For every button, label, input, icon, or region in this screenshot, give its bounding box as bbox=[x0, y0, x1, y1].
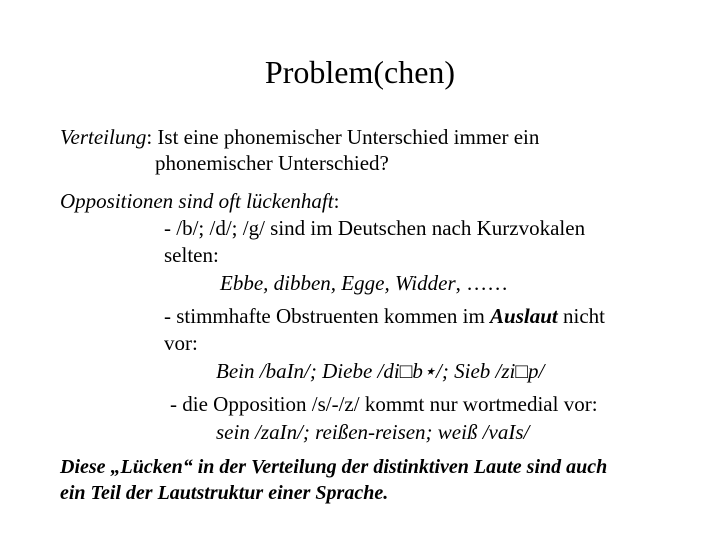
line-3-post: nicht bbox=[557, 304, 605, 328]
oppositionen-line-4: vor: bbox=[164, 331, 198, 355]
verteilung-line-2: phonemischer Unterschied? bbox=[155, 151, 389, 175]
conclusion-line-1: Diese „Lücken“ in der Verteilung der distinktiven Laute sind auch bbox=[60, 456, 608, 478]
oppositionen-line-3 bbox=[164, 303, 605, 329]
oppositionen-line-5: - die Opposition /s/-/z/ kommt nur wortmedial vor: bbox=[170, 392, 598, 416]
oppositionen-line-2: selten: bbox=[164, 243, 219, 267]
example-line-2: Bein /baIn/; Diebe /di□b⋆/; Sieb /zi□p/ bbox=[216, 359, 545, 383]
conclusion-line-2: ein Teil der Lautstruktur einer Sprache. bbox=[60, 482, 389, 504]
oppositionen-line-1: - /b/; /d/; /g/ sind im Deutschen nach Kurzvokalen bbox=[164, 216, 586, 240]
example-line-1 bbox=[220, 270, 508, 296]
verteilung-text-1: : Ist eine phonemischer Unterschied immer ein bbox=[146, 125, 540, 149]
oppositionen-heading-colon: : bbox=[333, 189, 340, 213]
example-line-3: sein /zaIn/; reißen-reisen; weiß /vaIs/ bbox=[216, 420, 530, 444]
verteilung-line-1 bbox=[60, 124, 539, 150]
slide-title: Problem(chen) bbox=[264, 54, 456, 90]
example-1-tail: , …… bbox=[455, 271, 509, 295]
example-1-words: Ebbe, dibben, Egge, Widder bbox=[220, 271, 456, 295]
auslaut-term: Auslaut bbox=[490, 304, 558, 328]
verteilung-term: Verteilung bbox=[60, 125, 147, 149]
oppositionen-heading bbox=[60, 188, 339, 214]
oppositionen-heading-text: Oppositionen sind oft lückenhaft bbox=[60, 189, 334, 213]
line-3-pre: - stimmhafte Obstruenten kommen im bbox=[164, 304, 491, 328]
